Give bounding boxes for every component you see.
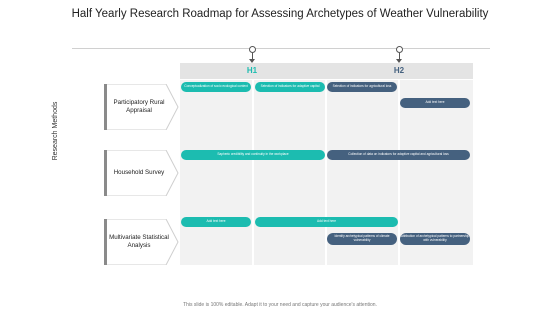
period-label-h1: H1 <box>246 66 258 75</box>
timeline-line <box>72 48 490 49</box>
task-bar[interactable]: Add text here <box>400 98 470 108</box>
task-bar[interactable]: Identify archetypical patterns of climate vulnerability <box>327 233 397 245</box>
page-title: Half Yearly Research Roadmap for Assessing Archetypes of Weather Vulnerability <box>71 8 489 20</box>
timeline-column <box>180 80 252 265</box>
row-label-multivariate <box>104 219 180 265</box>
task-bar[interactable]: Attribution of archetypical patterns to partnership with vulnerability <box>400 233 470 245</box>
row-label-text: Multivariate Statistical Analysis <box>109 233 169 249</box>
period-label-h2: H2 <box>393 66 405 75</box>
task-bar[interactable]: Conceptualization of socio ecological context <box>181 82 251 92</box>
task-bar[interactable]: Collection of data on indicators for adaptive capital and agricultural loss <box>327 150 470 160</box>
timeline-column <box>254 80 325 265</box>
task-bar[interactable]: Add text here <box>181 217 251 227</box>
task-bar[interactable]: Selection of indicators for agricultural loss <box>327 82 397 92</box>
axis-label: Research Methods <box>52 101 59 161</box>
row-label-participatory <box>104 84 180 130</box>
row-label-text: Participatory Rural Appraisal <box>113 98 165 114</box>
h2-marker-icon <box>394 46 404 63</box>
task-bar[interactable]: Selection of indicators for adaptive capital <box>255 82 325 92</box>
h1-marker-icon <box>247 46 257 63</box>
row-label-household <box>104 150 180 196</box>
task-bar[interactable]: Sapheric credibility and continuity in the workplace <box>181 150 325 160</box>
footer-note: This slide is 100% editable. Adapt it to your need and capture your audience's attention. <box>183 302 377 308</box>
row-label-text: Household Survey <box>113 168 165 176</box>
task-bar[interactable]: Add text here <box>255 217 398 227</box>
